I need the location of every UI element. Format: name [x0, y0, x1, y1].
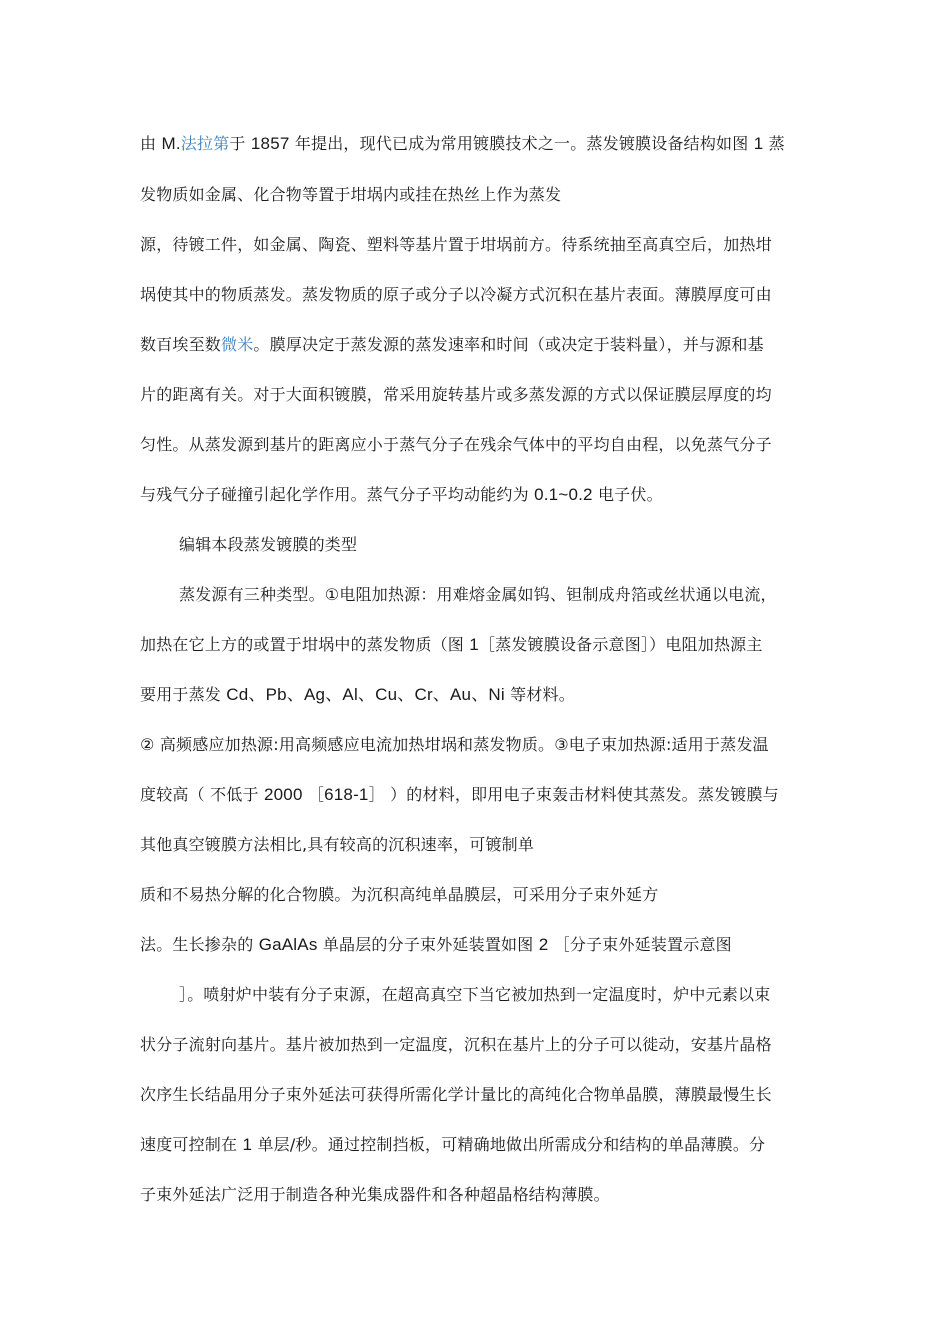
- text-run: ［蒸发镀膜设备示意图］）电阻加热源主: [478, 635, 763, 654]
- text-run: 速度可控制在: [140, 1135, 243, 1154]
- text-line: [140, 335, 764, 355]
- text-run: 数百埃至数: [140, 335, 222, 354]
- text-run: 匀性。从蒸发源到基片的距离应小于蒸气分子在残余气体中的平均自由程，以免蒸气分子: [140, 435, 772, 454]
- text-run: 子束外延法广泛用于制造各种光集成器件和各种超晶格结构薄膜。: [140, 1185, 610, 1204]
- section-heading: [179, 535, 357, 555]
- text-run: 1: [753, 134, 764, 153]
- text-line: [140, 1035, 772, 1055]
- text-run: 次序生长结晶用分子束外延法可获得所需化学计量比的高纯化合物单晶膜，薄膜最慢生长: [140, 1085, 772, 1104]
- text-run: ［: [302, 785, 325, 804]
- text-line: [140, 435, 772, 455]
- text-line: [140, 1135, 765, 1155]
- text-run: 片的距离有关。对于大面积镀膜，常采用旋转基片或多蒸发源的方式以保证膜层厚度的均: [140, 385, 772, 404]
- text-run: 1: [469, 635, 479, 654]
- text-run: 由: [140, 134, 162, 153]
- text-run: 1: [242, 1135, 253, 1154]
- text-run: ］。喷射炉中装有分子束源，在超高真空下当它被加热到一定温度时，炉中元素以束: [179, 985, 771, 1004]
- text-line: [140, 685, 575, 705]
- text-run: 2: [538, 935, 549, 954]
- text-line: [140, 385, 772, 405]
- text-run: 编辑本段蒸发镀膜的类型: [179, 535, 358, 554]
- text-line: [140, 485, 663, 505]
- text-line: [140, 185, 561, 205]
- text-run: 等材料。: [504, 685, 575, 704]
- text-run: 年提出，现代已成为常用镀膜技术之一。蒸发镀膜设备结构如图: [289, 134, 754, 153]
- text-run: 埚使其中的物质蒸发。蒸发物质的原子或分子以冷凝方式沉积在基片表面。薄膜厚度可由: [140, 285, 772, 304]
- text-run: 单层/秒。通过控制挡板，可精确地做出所需成分和结构的单晶薄膜。分: [252, 1135, 766, 1154]
- text-line: [140, 134, 785, 154]
- text-run: Cd、Pb、Ag、Al、Cu、Cr、Au、Ni: [226, 685, 505, 704]
- text-run: ② 高频感应加热源:用高频感应电流加热坩埚和蒸发物质。③电子束加热源:适用于蒸发温: [140, 735, 769, 754]
- text-line: [140, 885, 658, 905]
- text-line: [140, 1085, 772, 1105]
- text-run: 法。生长掺杂的: [140, 935, 259, 954]
- text-line: [140, 285, 772, 305]
- text-run: 。膜厚决定于蒸发源的蒸发速率和时间（或决定于装料量），并与源和基: [253, 335, 764, 354]
- text-run: 源，待镀工件，如金属、陶瓷、塑料等基片置于坩埚前方。待系统抽至高真空后，加热坩: [140, 235, 772, 254]
- text-run: 0.1~0.2: [534, 485, 593, 504]
- text-run: GaAlAs: [258, 935, 318, 954]
- text-line: [179, 985, 770, 1005]
- text-run: 蒸发源有三种类型。①电阻加热源：用难熔金属如钨、钽制成舟箔或丝状通以电流，: [179, 585, 777, 604]
- text-run: 与残气分子碰撞引起化学作用。蒸气分子平均动能约为: [140, 485, 535, 504]
- text-line: [140, 235, 772, 255]
- text-run: 蒸: [763, 134, 785, 153]
- hyperlink-faraday[interactable]: 法拉第: [180, 134, 230, 153]
- text-run: 单晶层的分子束外延装置如图: [317, 935, 539, 954]
- text-run: 要用于蒸发: [140, 685, 227, 704]
- text-line: [140, 935, 732, 955]
- text-line: [140, 835, 534, 855]
- text-run: 质和不易热分解的化合物膜。为沉积高纯单晶膜层，可采用分子束外延方: [140, 885, 659, 904]
- text-line: [140, 1185, 610, 1205]
- text-line: [179, 585, 777, 605]
- text-run: 其他真空镀膜方法相比,具有较高的沉积速率，可镀制单: [140, 835, 535, 854]
- text-run: M.: [161, 134, 181, 153]
- text-line: [140, 785, 779, 805]
- text-run: ［分子束外延装置示意图: [548, 935, 732, 954]
- text-run: ］ ）的材料，即用电子束轰击材料使其蒸发。蒸发镀膜与: [368, 785, 779, 804]
- text-line: [140, 635, 763, 655]
- text-run: 发物质如金属、化合物等置于坩埚内或挂在热丝上作为蒸发: [140, 185, 562, 204]
- text-run: 度较高（ 不低于: [140, 785, 264, 804]
- text-run: 状分子流射向基片。基片被加热到一定温度，沉积在基片上的分子可以徙动，安基片晶格: [140, 1035, 772, 1054]
- text-run: 2000: [263, 785, 303, 804]
- hyperlink-micrometer[interactable]: 微米: [221, 335, 254, 354]
- text-line: [140, 735, 769, 755]
- text-run: 加热在它上方的或置于坩埚中的蒸发物质（图: [140, 635, 470, 654]
- text-run: 1857: [250, 134, 290, 153]
- text-run: 电子伏。: [592, 485, 663, 504]
- text-run: 于: [229, 134, 251, 153]
- text-run: 618-1: [324, 785, 369, 804]
